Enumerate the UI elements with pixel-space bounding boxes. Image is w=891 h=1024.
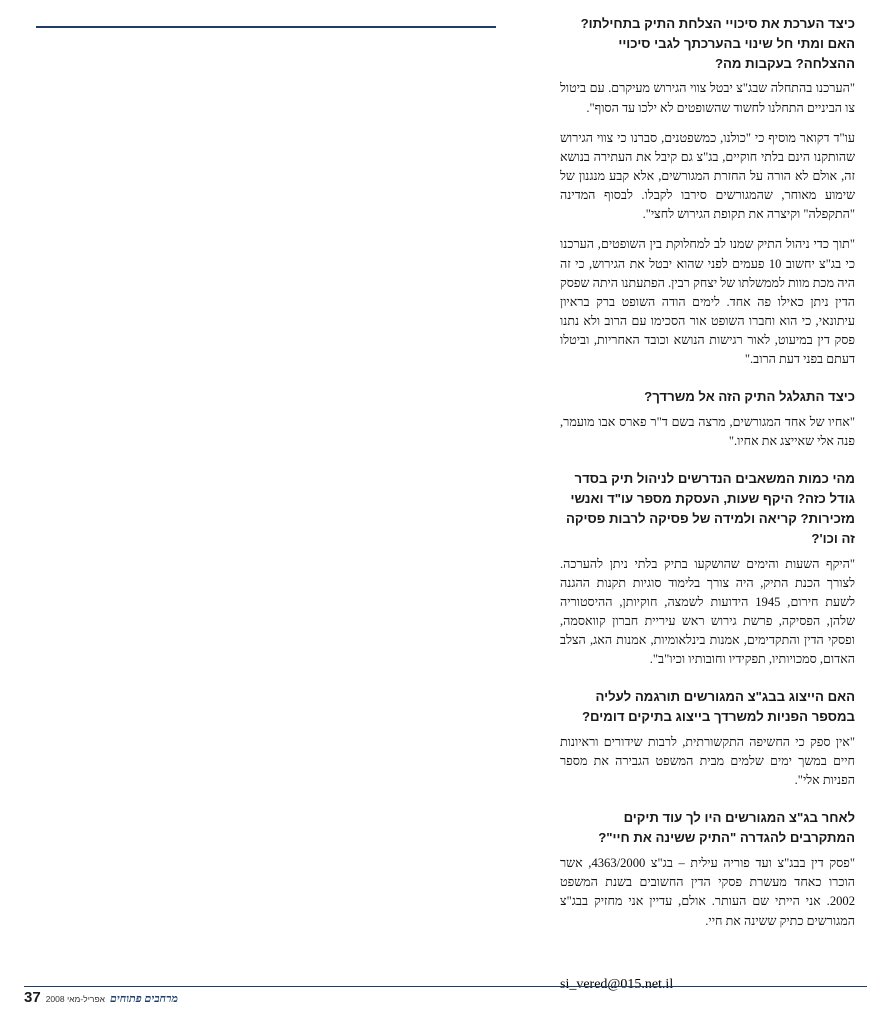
section-heading-4: האם הייצוג בבג"צ המגורשים תורגמה לעליה במספר הפניות למשרדך בייצוג בתיקים דומים? (582, 689, 855, 725)
section-heading-2: כיצד התגלגל התיק הזה אל משרדך? (644, 389, 855, 405)
top-rule (36, 26, 496, 28)
issue-date: אפריל-מאי 2008 (45, 994, 105, 1004)
section-1-paragraph-2: עו"ד דקואר מוסיף כי "כולנו, כמשפטנים, סברנו כי צווי הגירוש שהותקנו הינם בלתי חוקיים, בג"צ גם קיבל את העתירה בנושא זה, אולם לא הורה על החזרת המגורשים, אלא קבע מנגנון של שימוע מאוחר, שהמגורשים סירבו לקבלו. לבסוף המדינה "התקפלה" וקיצרה את תקופת הגירוש לחצי". (560, 130, 855, 222)
section-5-paragraph-1: "פסק דין בבג"צ ועד פוריה עילית – בג"צ 4363/2000, אשר הוכרו כאחד מעשרת פסקי הדין החשובים בשנת המשפט 2002. אני הייתי שם העותר. אולם, עדיין אני מחזיק בבג"צ המגורשים כתיק ששינה את חיי. (560, 856, 855, 928)
footer-rule (24, 986, 867, 987)
page-footer (0, 986, 891, 1010)
article-column (560, 14, 855, 993)
section-1-paragraph-3: "תוך כדי ניהול התיק שמנו לב למחלוקת בין השופטים, הערכנו כי בג"צ יחשוב 10 פעמים לפני שהוא יבטל את הגירוש, כי זה היה מכת מוות לממשלתו של יצחק רבין. הפתעתנו היתה שפסק הדין ניתן כאילו פה אחד. לימים הודה השופט ברק בראיון עיתונאי, כי הוא וחברו השופט אור הסכימו עם הרוב ולא נתנו פסק דין במיעוט, לאור רגישות הנושא וכובד האחריות, וביטלו דעתם בפני דעת הרוב." (560, 237, 855, 367)
footer-content (24, 990, 178, 1005)
section-1-paragraph-1: "הערכנו בהתחלה שבג"צ יבטל צווי הגירוש מעיקרם. עם ביטול צו הביניים התחלנו לחשוד שהשופטים לא ילכו עד הסוף". (560, 81, 855, 115)
section-heading-1: כיצד הערכת את סיכויי הצלחת התיק בתחילתו? האם ומתי חל שינוי בהערכתך לגבי סיכויי ההצלחה? בעקבות מה? (580, 16, 855, 71)
section-4-paragraph-1: "אין ספק כי החשיפה התקשורתית, לרבות שידורים וראיונות חיים במשך ימים שלמים מבית המשפט הגבירה את מספר הפניות אלי". (560, 735, 855, 788)
page-number: 37 (24, 989, 41, 1006)
contact-email[interactable]: si_vered@015.net.il (560, 976, 674, 992)
section-3-paragraph-1: "היקף השעות והימים שהושקעו בתיק בלתי ניתן להערכה. לצורך הכנת התיק, היה צורך בלימוד סוגיות תקנות ההגנה לשעת חירום, 1945 הידועות לשמצה, חוקיותן, ההיסטוריה שלהן, הפסיקה, פרשת גירוש ראש עיריית חברון קוואסמה, ופסקי הדין והתקדימים, אמנות בינלאומיות, אמנות האג, הצלב האדום, סמכויותיו, תפקידיו וחובותיו וכיו"ב". (560, 556, 855, 667)
magazine-masthead: מרחבים פתוחים (109, 993, 178, 1005)
section-2-paragraph-1: "אחיו של אחד המגורשים, מרצה בשם ד"ר פארס אבו מועמר, פנה אלי שאייצג את אחיו." (560, 415, 855, 449)
section-heading-5: לאחר בג"צ המגורשים היו לך עוד תיקים המתקרבים להגדרה "התיק ששינה את חיי"? (598, 810, 855, 846)
section-heading-3: מהי כמות המשאבים הנדרשים לניהול תיק בסדר גודל כזה? היקף שעות, העסקת מספר עו"ד ואנשי מזכירות? קריאה ולמידה של פסיקה לרבות פסיקה זה וכו'? (565, 471, 855, 546)
